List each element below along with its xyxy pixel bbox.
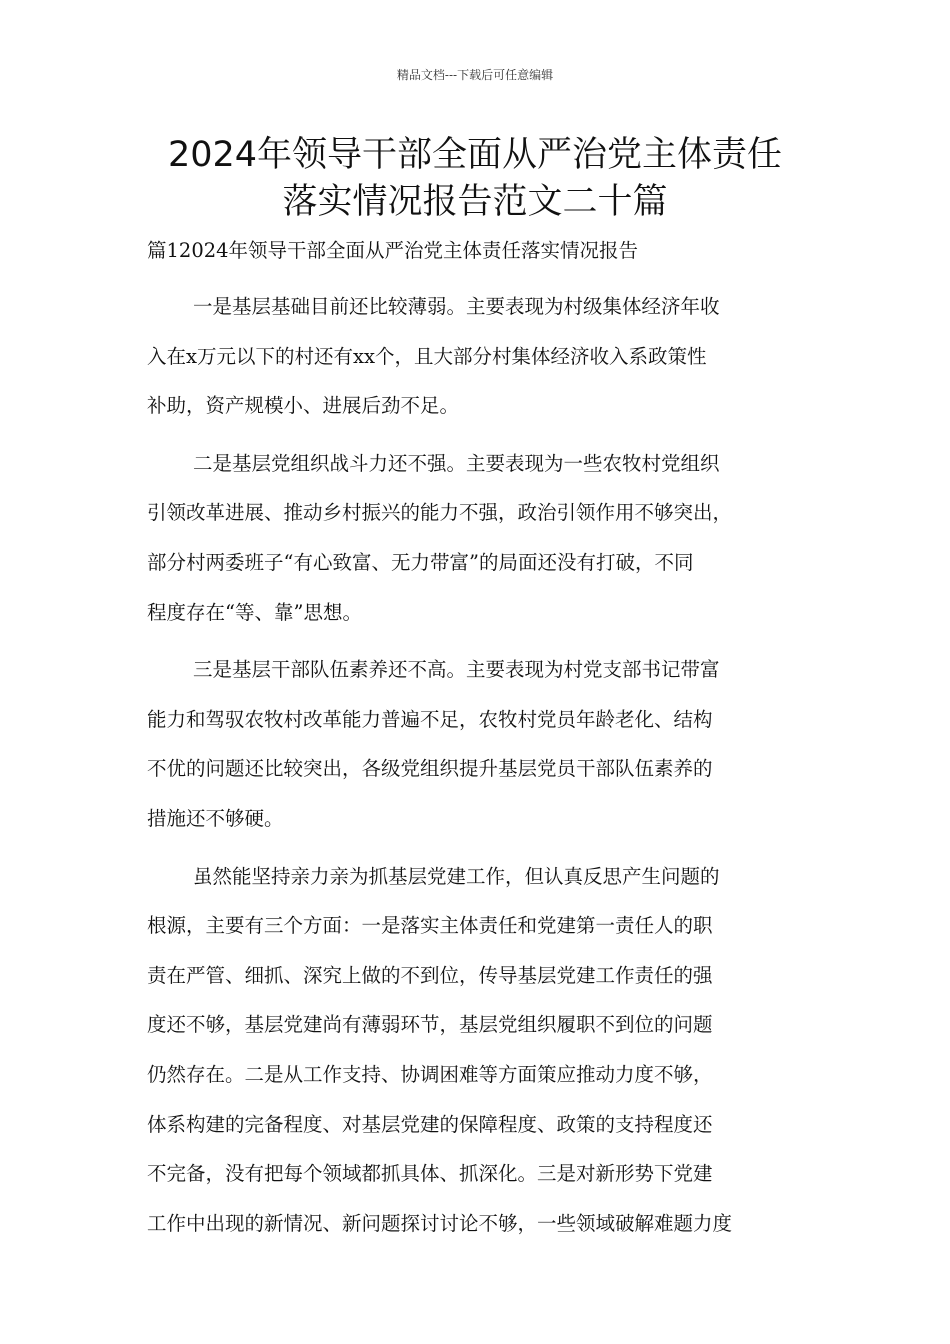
- paragraph-line: 部分村两委班子“有心致富、无力带富”的局面还没有打破，不同: [147, 550, 694, 574]
- paragraph-2: [147, 439, 812, 637]
- paragraph-line: 入在x万元以下的村还有xx个，且大部分村集体经济收入系政策性: [147, 344, 707, 368]
- section-subtitle: 篇12024年领导干部全面从严治党主体责任落实情况报告: [147, 239, 639, 262]
- paragraph-line: 能力和驾驭农牧村改革能力普遍不足，农牧村党员年龄老化、结构: [147, 707, 713, 731]
- paragraph-3: [147, 645, 812, 843]
- paragraph-line: 工作中出现的新情况、新问题探讨讨论不够，一些领域破解难题力度: [147, 1211, 733, 1235]
- paragraph-line: 措施还不够硬。: [147, 806, 284, 830]
- paragraph-line: 不完备，没有把每个领域都抓具体、抓深化。三是对新形势下党建: [147, 1162, 713, 1186]
- paragraph-line: 仍然存在。二是从工作支持、协调困难等方面策应推动力度不够，: [147, 1062, 713, 1086]
- paragraph-4: [147, 852, 812, 1249]
- document-body: [147, 282, 812, 1256]
- paragraph-line: 虽然能坚持亲力亲为抓基层党建工作，但认真反思产生问题的: [193, 864, 720, 888]
- paragraph-line: 责在严管、细抓、深究上做的不到位，传导基层党建工作责任的强: [147, 963, 713, 987]
- paragraph-line: 体系构建的完备程度、对基层党建的保障程度、政策的支持程度还: [147, 1112, 713, 1136]
- paragraph-line: 程度存在“等、靠”思想。: [147, 600, 362, 624]
- document-title-line-1: 2024年领导干部全面从严治党主体责任: [167, 135, 783, 175]
- paragraph-1: [147, 282, 812, 431]
- paragraph-line: 二是基层党组织战斗力还不强。主要表现为一些农牧村党组织: [193, 451, 720, 475]
- paragraph-line: 根源，主要有三个方面：一是落实主体责任和党建第一责任人的职: [147, 914, 713, 938]
- paragraph-line: 三是基层干部队伍素养还不高。主要表现为村党支部书记带富: [193, 658, 720, 682]
- paragraph-line: 补助，资产规模小、进展后劲不足。: [147, 394, 460, 418]
- paragraph-line: 度还不够，基层党建尚有薄弱环节，基层党组织履职不到位的问题: [147, 1013, 713, 1037]
- document-title-line-2: 落实情况报告范文二十篇: [282, 182, 668, 222]
- paragraph-line: 不优的问题还比较突出，各级党组织提升基层党员干部队伍素养的: [147, 757, 713, 781]
- paragraph-line: 引领改革进展、推动乡村振兴的能力不强，政治引领作用不够突出，: [147, 501, 733, 525]
- header-note: 精品文档---下载后可任意编辑: [396, 68, 554, 82]
- paragraph-line: 一是基层基础目前还比较薄弱。主要表现为村级集体经济年收: [193, 295, 720, 318]
